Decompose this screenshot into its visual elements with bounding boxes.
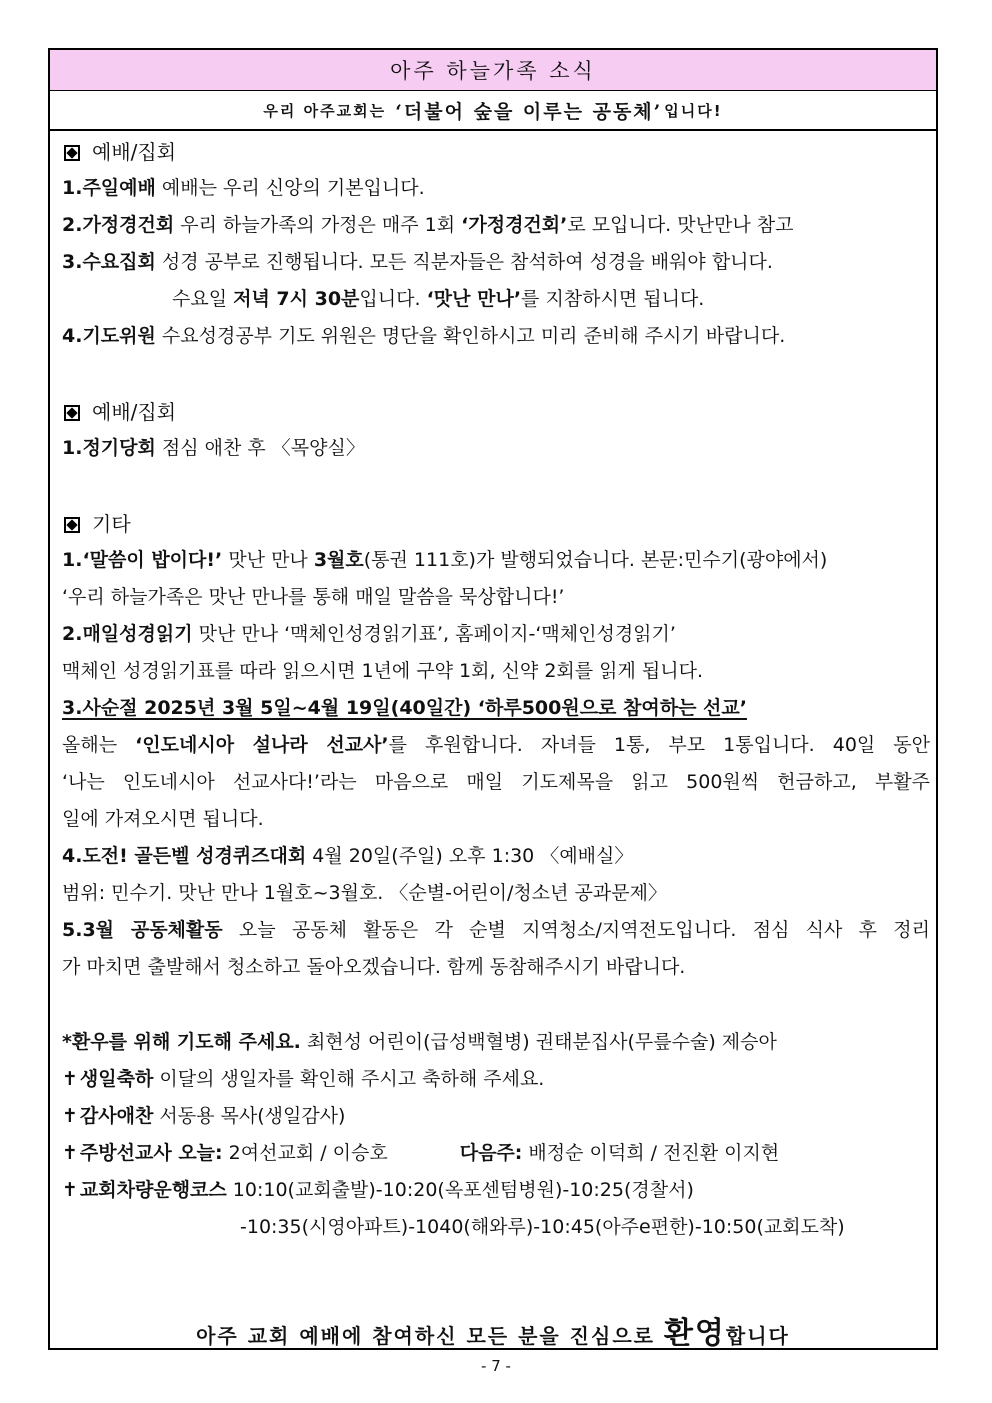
- list-item: 1.주일예배 예배는 우리 신앙의 기본입니다.: [62, 177, 425, 199]
- list-item-continuation: ‘나는 인도네시아 선교사다!’라는 마음으로 매일 기도제목을 읽고 500원씩 헌금하고, 부활주: [62, 771, 930, 793]
- list-item-continuation: ‘우리 하늘가족은 맛난 만나를 통해 매일 말씀을 묵상합니다!’: [62, 586, 565, 608]
- cross-icon: ✝: [62, 1142, 78, 1164]
- subtitle: [50, 91, 936, 131]
- subtitle-emphasis: ‘더불어 숲을 이루는 공동체’: [395, 100, 663, 123]
- kitchen-notice: ✝ 주방선교사 오늘: 2여선교회 / 이승호 다음주: 배정순 이덕희 / 전진환 이지현: [62, 1142, 780, 1164]
- list-item: 3.사순절 2025년 3월 5일~4월 19일(40일간) ‘하루500원으로 참여하는 선교’: [62, 697, 747, 719]
- cross-icon: ✝: [62, 1068, 78, 1090]
- list-item-continuation: 범위: 민수기. 맛난 만나 1월호~3월호. 〈순별-어린이/청소년 공과문제〉: [62, 882, 667, 904]
- section-heading-etc: 기타: [62, 510, 930, 538]
- page-number: - 7 -: [481, 1357, 511, 1375]
- subtitle-pre: 우리 아주교회는: [263, 101, 387, 120]
- birthday-notice: ✝ 생일축하 이달의 생일자를 확인해 주시고 축하해 주세요.: [62, 1068, 545, 1090]
- prayer-request: *환우를 위해 기도해 주세요. 최현성 어린이(급성백혈병) 권태분집사(무릎수술) 제승아: [62, 1031, 777, 1053]
- thanks-notice: ✝ 감사애찬 서동용 목사(생일감사): [62, 1105, 346, 1127]
- list-item-continuation: 일에 가져오시면 됩니다.: [62, 808, 264, 830]
- section-heading-worship: 예배/집회: [62, 138, 930, 166]
- page-title: [50, 50, 936, 91]
- subtitle-post: 입니다!: [664, 101, 723, 120]
- list-item: 1.정기당회 점심 애찬 후 〈목양실〉: [62, 437, 365, 459]
- list-item: 4.기도위원 수요성경공부 기도 위원은 명단을 확인하시고 미리 준비해 주시기 바랍니다.: [62, 325, 786, 347]
- diamond-square-icon: [64, 145, 80, 161]
- list-item-continuation: 올해는 ‘인도네시아 설나라 선교사’를 후원합니다. 자녀들 1통, 부모 1통입니다. 40일 동안: [62, 734, 930, 756]
- bus-route-notice: ✝ 교회차량운행코스 10:10(교회출발)-10:20(옥포센텀병원)-10:25(경찰서): [62, 1179, 694, 1201]
- list-item: 1.‘말씀이 밥이다!’ 맛난 만나 3월호(통권 111호)가 발행되었습니다. 본문:민수기(광야에서): [62, 549, 828, 571]
- diamond-square-icon: [64, 517, 80, 533]
- section-heading-worship-2: 예배/집회: [62, 398, 930, 426]
- list-item-continuation: 가 마치면 출발해서 청소하고 돌아오겠습니다. 함께 동참해주시기 바랍니다.: [62, 956, 686, 978]
- cross-icon: ✝: [62, 1105, 78, 1127]
- list-item: 5.3월 공동체활동 오늘 공동체 활동은 각 순별 지역청소/지역전도입니다. 점심 식사 후 정리: [62, 919, 930, 941]
- list-item-continuation: 맥체인 성경읽기표를 따라 읽으시면 1년에 구약 1회, 신약 2회를 읽게 됩니다.: [62, 660, 704, 682]
- bulletin-frame: [48, 48, 938, 1350]
- list-item: 2.매일성경읽기 맛난 만나 ‘맥체인성경읽기표’, 홈페이지-‘맥체인성경읽기’: [62, 623, 676, 645]
- list-item: 2.가정경건회 우리 하늘가족의 가정은 매주 1회 ‘가정경건회’로 모입니다. 맛난만나 참고: [62, 214, 794, 236]
- cross-icon: ✝: [62, 1179, 78, 1201]
- bus-route-continuation: -10:35(시영아파트)-1040(해와루)-10:45(아주e편한)-10:50(교회도착): [240, 1216, 845, 1238]
- list-item: 3.수요집회 성경 공부로 진행됩니다. 모든 직분자들은 참석하여 성경을 배워야 합니다.: [62, 251, 773, 273]
- welcome-message: 아주 교회 예배에 참여하신 모든 분을 진심으로 환영합니다: [196, 1316, 790, 1351]
- list-item-continuation: 수요일 저녁 7시 30분입니다. ‘맛난 만나’를 지참하시면 됩니다.: [172, 288, 705, 310]
- page-title-text: 아주 하늘가족 소식: [390, 59, 596, 83]
- list-item: 4.도전! 골든벨 성경퀴즈대회 4월 20일(주일) 오후 1:30 〈예배실〉: [62, 845, 634, 867]
- diamond-square-icon: [64, 405, 80, 421]
